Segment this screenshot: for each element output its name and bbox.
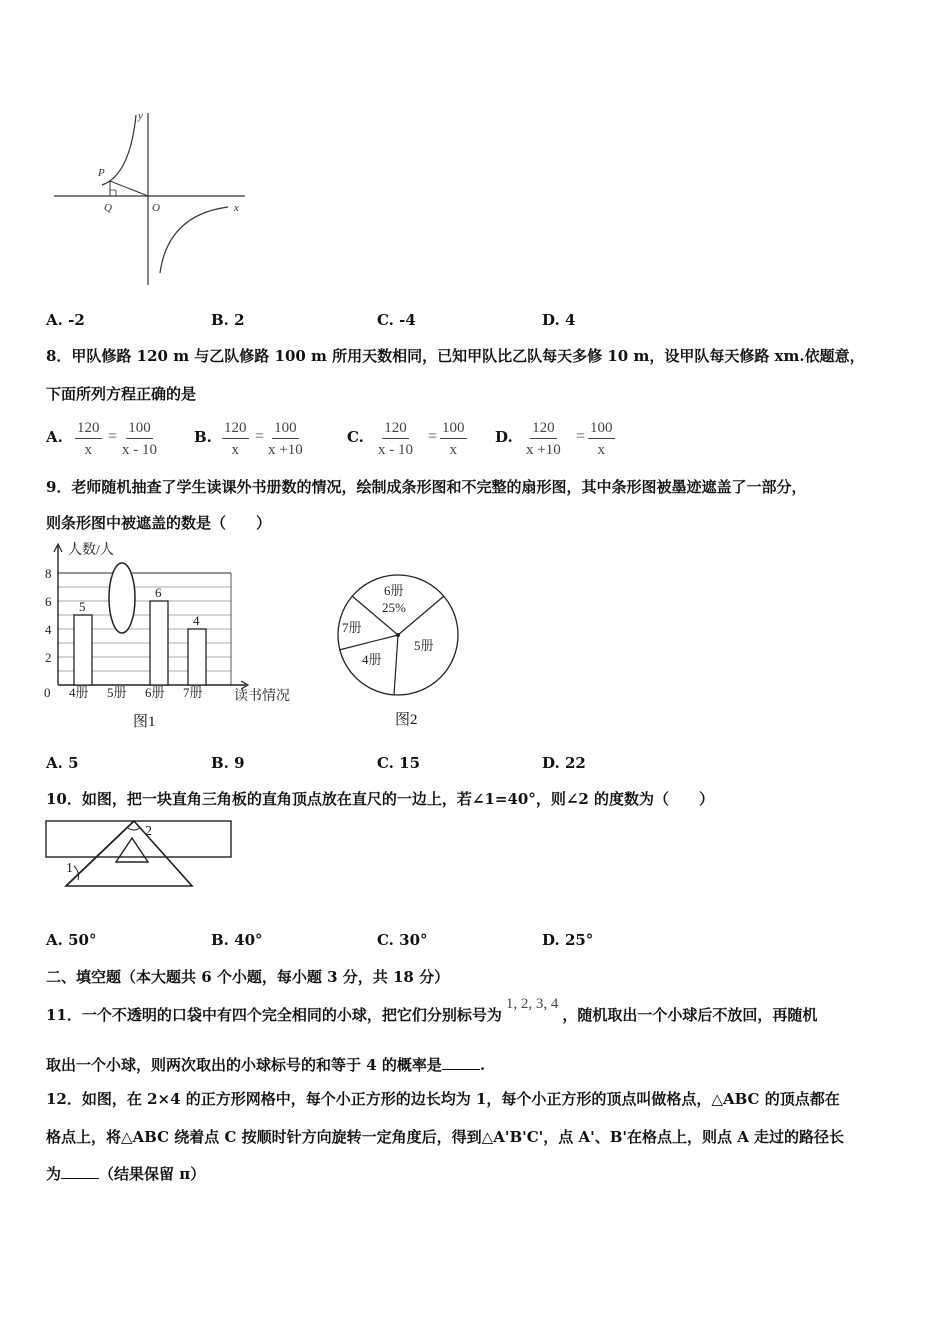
pie-slice-label-7: 7册 [342,620,362,635]
label-x: x [234,202,239,214]
bar-y-tick-label: 0 [44,685,51,700]
q11-line2: 取出一个小球，则两次取出的小球标号的和等于 4 的概率是 . [46,1056,486,1074]
q12-answer-blank[interactable] [61,1166,99,1179]
q8-option-c-equals: = [428,428,438,445]
bar-value-label: 6 [155,585,162,600]
q10-option-c[interactable]: C. 30° [377,931,428,949]
q8-option-d-right-fraction: $\frac{100}{x}$ [590,420,613,458]
q12-line2: 格点上，将△ABC 绕着点 C 按顺时针方向旋转一定角度后，得到△A'B'C'，点 A'、B'在格点上，则点 A 走过的路径长 [46,1128,845,1146]
bar [74,615,92,685]
bar-y-tick-label: 4 [45,622,52,637]
bar-category-label: 4册 [69,685,89,700]
q7-hyperbola-graph [50,105,260,290]
q12-line1: 12．如图，在 2×4 的正方形网格中，每个小正方形的边长均为 1，每个小正方形的顶点叫做格点，△ABC 的顶点都在 [46,1090,840,1108]
q8-stem-line1: 8．甲队修路 120 m 与乙队修路 100 m 所用天数相同，已知甲队比乙队每天多修 10 m，设甲队每天修路 xm.依题意， [46,347,865,365]
bar-value-label: 4 [193,613,200,628]
bar [188,629,206,685]
fig2-caption: 图2 [395,712,418,728]
label-q: Q [104,202,112,214]
q8-option-b-equals: = [255,428,265,445]
q9-option-a[interactable]: A. 5 [46,754,79,772]
q11-answer-blank[interactable] [442,1057,480,1070]
hyperbola-branch-upper-left [102,115,136,185]
q9-bar-chart [38,538,308,738]
q8-option-b-right-fraction: $\frac{100}{x +10}$ [268,420,303,458]
q7-option-a[interactable]: A. -2 [46,311,85,329]
pie-slice-label-4: 4册 [362,652,382,667]
bar-category-label: 5册 [107,685,127,700]
q10-option-b[interactable]: B. 40° [211,931,263,949]
pie-center [396,633,400,637]
q8-option-d-left-fraction: $\frac{120}{x +10}$ [526,420,561,458]
bar-value-label: 5 [79,599,86,614]
q12-line3: 为 （结果保留 π） [46,1165,206,1183]
q8-option-a-equals: = [108,428,118,445]
q8-option-d-letter[interactable]: D. [495,428,513,446]
bar-category-label: 7册 [183,685,203,700]
bar-chart-y-axis-label: 人数/人 [68,543,114,558]
q10-ruler-triangle-figure [44,816,236,896]
hyperbola-branch-lower-right [160,207,228,273]
q10-option-a[interactable]: A. 50° [46,931,97,949]
q9-option-c[interactable]: C. 15 [377,754,421,772]
q8-option-a-letter[interactable]: A. [46,428,63,446]
pie-slice-label-5: 5册 [414,638,434,653]
q10-stem: 10．如图，把一块直角三角板的直角顶点放在直尺的一边上，若∠1=40°，则∠2 的度数为（ ） [46,790,715,808]
q8-option-c-right-fraction: $\frac{100}{x}$ [442,420,465,458]
q8-option-a-left-fraction: $\frac{120}{x}$ [77,420,100,458]
ink-blot [109,563,135,633]
pie-slice-percent-6: 25% [382,600,406,615]
bar-y-tick-label: 8 [45,566,52,581]
q8-stem-line2: 下面所列方程正确的是 [46,385,197,403]
q8-option-c-letter[interactable]: C. [347,428,364,446]
label-p: P [98,167,105,179]
q7-option-c[interactable]: C. -4 [377,311,416,329]
section-2-title: 二、填空题（本大题共 6 个小题，每小题 3 分，共 18 分） [46,968,450,986]
bar [150,601,168,685]
q9-stem-line1: 9．老师随机抽查了学生读课外书册数的情况，绘制成条形图和不完整的扇形图，其中条形图被墨迹遮盖了一部分， [46,478,807,496]
q7-option-b[interactable]: B. 2 [211,311,245,329]
q10-option-d[interactable]: D. 25° [542,931,594,949]
q8-option-c-left-fraction: $\frac{120}{x - 10}$ [378,420,413,458]
q11-line1: 11．一个不透明的口袋中有四个完全相同的小球，把它们分别标号为1, 2, 3, 4，随机取出一个小球后不放回，再随机 [46,996,818,1024]
q11-numbers: 1, 2, 3, 4 [505,996,559,1012]
label-o: O [152,202,160,214]
bar-chart-x-axis-label: 读书情况 [234,689,290,704]
bar-y-tick-label: 2 [45,650,52,665]
q9-pie-chart [334,572,464,702]
bar-category-label: 6册 [145,685,165,700]
angle-1-label: 1 [66,861,73,876]
q8-option-a-right-fraction: $\frac{100}{x - 10}$ [122,420,157,458]
fig1-caption: 图1 [133,714,156,730]
pie-slice-label-6: 6册 [384,583,404,598]
label-y: y [138,110,143,122]
bar-y-tick-label: 6 [45,594,52,609]
q8-option-d-equals: = [576,428,586,445]
q9-stem-line2: 则条形图中被遮盖的数是（ ） [46,514,272,532]
right-angle-mark [110,190,116,196]
q9-option-b[interactable]: B. 9 [211,754,245,772]
q8-option-b-left-fraction: $\frac{120}{x}$ [224,420,247,458]
angle-2-label: 2 [145,824,152,839]
q9-option-d[interactable]: D. 22 [542,754,586,772]
q7-option-d[interactable]: D. 4 [542,311,576,329]
q8-option-b-letter[interactable]: B. [194,428,212,446]
